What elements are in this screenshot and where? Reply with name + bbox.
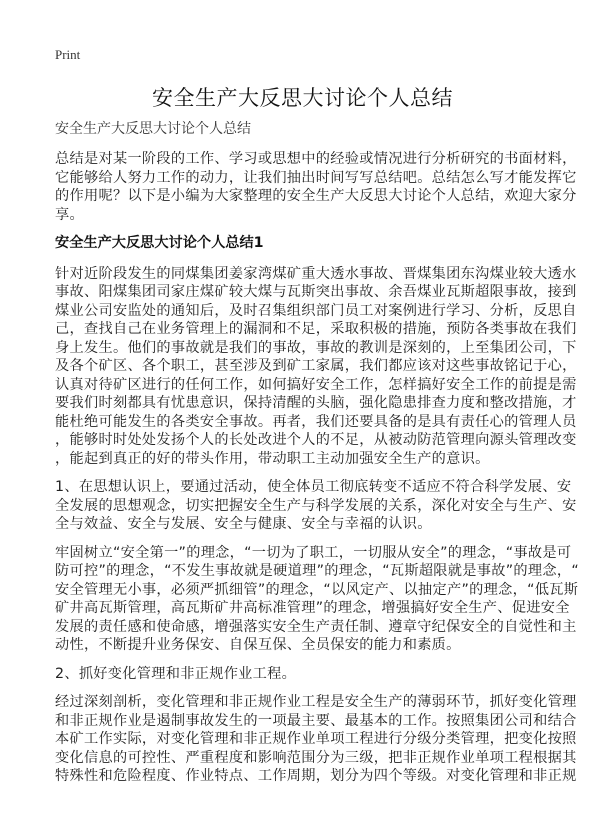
text-line: 享。	[55, 206, 84, 223]
text-line: 总结是对某一阶段的工作、学习或思想中的经验或情况进行分析研究的书面材料，	[55, 151, 577, 167]
text-line: 身上发生。他们的事故就是我们的事故，事故的教训是深刻的，上至集团公司，下	[55, 339, 577, 356]
text-line: 安全管理无小事，必须严抓细管”的理念，“以风定产、以抽定产”的理念，“低瓦斯	[55, 581, 579, 598]
text-line: 针对近阶段发生的同煤集团姜家湾煤矿重大透水事故、晋煤集团东沟煤业较大透水	[55, 265, 577, 282]
text-line: 能杜绝可能发生的各类安全事故。再者，我们还要具备的是具有责任心的管理人员	[55, 413, 577, 430]
text-line: 特殊性和危险程度、作业特点、工作周期，划分为四个等级。对变化管理和非正规	[55, 768, 577, 784]
text-line: 全与效益、安全与发展、安全与健康、安全与幸福的认识。	[55, 516, 432, 532]
text-line: 煤业公司安监处的通知后，及时召集组织部门员工对案例进行学习、分析，反思自	[55, 302, 577, 319]
text-line: 己，查找自己在业务管理上的漏洞和不足，采取积极的措施，预防各类事故在我们	[55, 321, 577, 337]
body-paragraph-1	[55, 265, 577, 469]
text-line: 矿井高瓦斯管理，高瓦斯矿井高标准管理”的理念，增强搞好安全生产、促进安全	[55, 600, 570, 616]
document-body	[55, 150, 579, 796]
section-heading: 安全生产大反思大讨论个人总结1	[55, 235, 264, 251]
text-line: 变化信息的可控性、严重程度和影响范围分为三级，把非正规作业单项工程根据其	[55, 749, 577, 766]
page-title: 安全生产大反思大讨论个人总结	[152, 86, 453, 110]
text-line: 经过深刻剖析，变化管理和非正规作业工程是安全生产的薄弱环节，抓好变化管理	[55, 694, 577, 710]
text-line: 全发展的思想观念，切实把握安全生产与科学发展的关系，深化对安全与生产、安	[55, 497, 577, 514]
text-line: ，能起到真正的好的带头作用，带动职工主动加强安全生产的意识。	[55, 450, 490, 467]
body-paragraph-4	[55, 665, 550, 684]
text-line: 防可控”的理念，“不发生事故就是硬道理”的理念，“瓦斯超限就是事故”的理念，“	[55, 563, 579, 579]
text-line: 发展的责任感和使命感，增强落实安全生产责任制、遵章守纪保安全的自觉性和主	[55, 618, 577, 635]
body-paragraph-3	[55, 544, 579, 655]
text-line: 和非正规作业是遏制事故发生的一项最主要、最基本的工作。按照集团公司和结合	[55, 712, 577, 729]
text-line: 的作用呢？以下是小编为大家整理的安全生产大反思大讨论个人总结，欢迎大家分	[55, 188, 577, 204]
text-line: 它能够给人努力工作的动力，让我们抽出时间写写总结吧。总结怎么写才能发挥它	[55, 169, 577, 186]
body-paragraph-5	[55, 693, 577, 786]
text-line: ，能够时时处处发扬个人的长处改进个人的不足，从被动防范管理向源头管理改变	[55, 432, 577, 448]
text-line: 牢固树立“安全第一”的理念，“一切为了职工，一切服从安全”的理念，“事故是可	[55, 544, 572, 561]
text-line: 动性，不断提升业务保安、自保互保、全员保安的能力和素质。	[55, 637, 461, 653]
print-link[interactable]: Print	[55, 47, 81, 62]
text-line: 1、在思想认识上，要通过活动，使全体员工彻底转变不适应不符合科学发展、安	[55, 479, 572, 495]
text-line: 本矿工作实际，对变化管理和非正规作业单项工程进行分级分类管理，把变化按照	[55, 731, 577, 747]
intro-paragraph	[55, 150, 577, 224]
text-line: 认真对待矿区进行的任何工作，如何搞好安全工作，怎样搞好安全工作的前提是需	[55, 376, 577, 393]
text-line: 要我们时刻都具有忧患意识，保持清醒的头脑，强化隐患排查力度和整改措施，才	[55, 395, 577, 411]
document-subtitle: 安全生产大反思大讨论个人总结	[55, 121, 251, 137]
body-paragraph-2	[55, 478, 577, 534]
text-line: 事故、阳煤集团司家庄煤矿较大煤与瓦斯突出事故、余吾煤业瓦斯超限事故，接到	[55, 284, 577, 300]
text-line: 及各个矿区、各个职工，甚至涉及到矿工家属，我们都应该对这些事故铭记于心，	[55, 358, 577, 374]
text-line: 2、抓好变化管理和非正规作业工程。	[55, 665, 297, 682]
